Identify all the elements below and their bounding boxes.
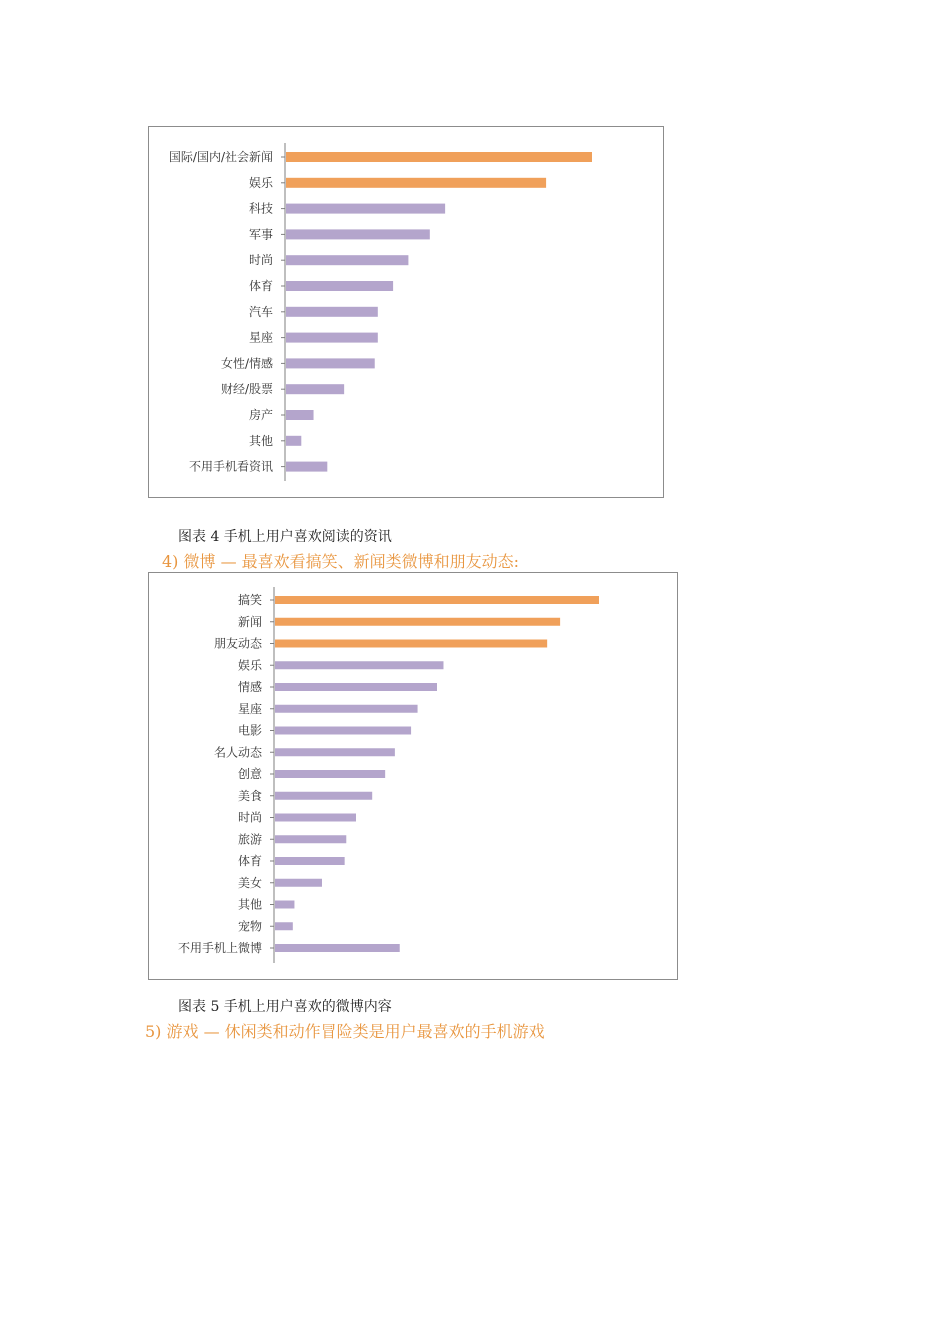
chart-preferred-news-reading xyxy=(148,126,664,498)
category-label-7: 星座 xyxy=(248,330,273,345)
category-label-5: 星座 xyxy=(237,701,262,716)
bar-3 xyxy=(275,661,443,669)
category-label-13: 美女 xyxy=(237,875,262,890)
bar-2 xyxy=(286,204,445,214)
bar-11 xyxy=(275,835,346,843)
bar-11 xyxy=(286,436,301,446)
bar-6 xyxy=(275,727,411,735)
bar-3 xyxy=(286,229,430,239)
category-label-9: 美食 xyxy=(237,788,262,803)
chart-preferred-news-svg xyxy=(149,127,663,497)
category-label-14: 其他 xyxy=(237,897,262,912)
chart-preferred-weibo-svg xyxy=(149,573,677,979)
category-label-3: 军事 xyxy=(248,227,273,242)
figure-4-caption: 图表 4 手机上用户喜欢阅读的资讯 xyxy=(178,529,392,545)
category-label-2: 朋友动态 xyxy=(213,636,262,651)
bar-0 xyxy=(275,596,599,604)
category-label-1: 娱乐 xyxy=(248,175,273,190)
category-label-2: 科技 xyxy=(248,201,273,216)
bar-6 xyxy=(286,307,378,317)
bar-16 xyxy=(275,944,400,952)
category-label-15: 宠物 xyxy=(237,919,262,934)
bar-5 xyxy=(286,281,393,291)
bar-10 xyxy=(275,814,356,822)
bar-0 xyxy=(286,152,592,162)
category-label-3: 娱乐 xyxy=(237,658,262,673)
bar-4 xyxy=(275,683,437,691)
category-label-7: 名人动态 xyxy=(213,745,262,760)
bar-8 xyxy=(275,770,385,778)
category-label-4: 时尚 xyxy=(248,253,273,268)
category-label-8: 女性/情感 xyxy=(220,356,273,371)
category-label-12: 体育 xyxy=(237,854,262,868)
category-label-11: 旅游 xyxy=(237,832,262,847)
category-label-11: 其他 xyxy=(248,433,273,448)
bar-7 xyxy=(286,333,378,343)
bar-14 xyxy=(275,901,294,909)
category-label-8: 创意 xyxy=(237,767,262,781)
category-label-12: 不用手机看资讯 xyxy=(188,459,273,474)
category-label-6: 汽车 xyxy=(248,304,273,319)
bar-12 xyxy=(275,857,345,865)
category-label-1: 新闻 xyxy=(237,614,262,629)
category-label-9: 财经/股票 xyxy=(220,382,273,397)
category-label-16: 不用手机上微博 xyxy=(177,941,262,955)
bar-7 xyxy=(275,748,395,756)
bar-10 xyxy=(286,410,314,420)
bar-2 xyxy=(275,640,547,648)
category-label-10: 时尚 xyxy=(237,810,262,825)
category-label-6: 电影 xyxy=(237,723,262,738)
bar-13 xyxy=(275,879,322,887)
bar-15 xyxy=(275,922,293,930)
bar-12 xyxy=(286,462,327,472)
weibo-section-heading: 4) 微博 — 最喜欢看搞笑、新闻类微博和朋友动态: xyxy=(162,552,520,571)
bar-4 xyxy=(286,255,408,265)
bar-8 xyxy=(286,358,375,368)
figure-5-caption: 图表 5 手机上用户喜欢的微博内容 xyxy=(178,999,392,1015)
bar-1 xyxy=(286,178,546,188)
category-label-5: 体育 xyxy=(248,279,273,293)
category-label-0: 搞笑 xyxy=(237,593,262,607)
bar-1 xyxy=(275,618,560,626)
chart-preferred-weibo-content xyxy=(148,572,678,980)
bar-5 xyxy=(275,705,418,713)
category-label-10: 房产 xyxy=(248,408,273,422)
category-label-4: 情感 xyxy=(237,680,262,694)
games-section-heading: 5) 游戏 — 休闲类和动作冒险类是用户最喜欢的手机游戏 xyxy=(145,1022,545,1041)
bar-9 xyxy=(275,792,372,800)
bar-9 xyxy=(286,384,344,394)
category-label-0: 国际/国内/社会新闻 xyxy=(168,150,273,164)
